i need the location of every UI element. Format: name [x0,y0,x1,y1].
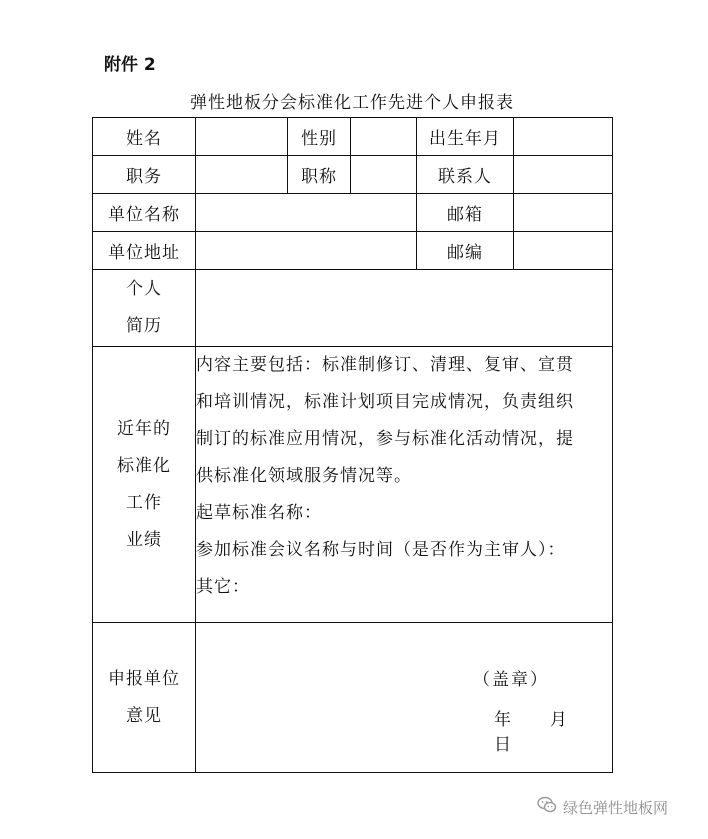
meetings-label: 参加标准会议名称与时间（是否作为主审人）： [196,540,566,560]
form-row-position [93,156,613,194]
job-title-field[interactable] [351,156,417,194]
application-form-table [92,117,613,773]
opinion-label-line2: 意见 [126,705,162,726]
wechat-icon [537,796,557,818]
gender-label: 性别 [288,118,351,156]
performance-label-line4: 业绩 [126,529,162,550]
gender-field[interactable] [351,118,417,156]
postcode-label: 邮编 [417,232,514,270]
seal-text: （盖章） [473,670,549,690]
email-label: 邮箱 [417,194,514,232]
performance-desc-line2: 和培训情况，标准计划项目完成情况，负责组织 [196,392,574,412]
date-day: 日 [494,735,511,755]
date-month: 月 [549,710,567,730]
resume-field[interactable] [196,270,613,347]
org-address-field[interactable] [196,232,417,270]
birth-field[interactable] [514,118,613,156]
form-row-org-name [93,194,613,232]
form-row-opinion [93,623,613,773]
performance-desc-line4: 供标准化领域服务情况等。 [196,466,412,486]
org-name-label: 单位名称 [93,194,196,232]
performance-label-line3: 工作 [126,492,162,513]
name-label: 姓名 [93,118,196,156]
org-address-label: 单位地址 [93,232,196,270]
performance-desc-line3: 制订的标准应用情况，参与标准化活动情况，提 [196,429,574,449]
opinion-label [93,623,196,773]
contact-field[interactable] [514,156,613,194]
name-field[interactable] [196,118,288,156]
attachment-label: 附件 2 [104,55,156,75]
resume-label-line2: 简历 [126,316,162,336]
performance-label [93,347,196,623]
job-title-label: 职称 [288,156,351,194]
form-row-org-address [93,232,613,270]
form-row-resume [93,270,613,347]
resume-label-line1: 个人 [126,279,162,299]
watermark [537,796,668,818]
resume-label [93,270,196,347]
postcode-field[interactable] [514,232,613,270]
date-line [494,705,612,755]
opinion-field[interactable] [196,623,613,773]
date-year: 年 [494,710,511,730]
performance-field[interactable] [196,347,613,623]
email-field[interactable] [514,194,613,232]
form-row-name [93,118,613,156]
other-label: 其它： [196,577,250,597]
form-row-performance [93,347,613,623]
position-field[interactable] [196,156,288,194]
opinion-label-line1: 申报单位 [108,668,180,689]
birth-label: 出生年月 [417,118,514,156]
watermark-text: 绿色弹性地板网 [563,798,669,817]
org-name-field[interactable] [196,194,417,232]
drafted-standards-label: 起草标准名称： [196,503,322,523]
form-title: 弹性地板分会标准化工作先进个人申报表 [190,93,514,113]
performance-desc-line1: 内容主要包括：标准制修订、清理、复审、宣贯 [196,355,574,375]
performance-label-line1: 近年的 [117,418,171,439]
performance-label-line2: 标准化 [117,455,171,476]
position-label: 职务 [93,156,196,194]
contact-label: 联系人 [417,156,514,194]
